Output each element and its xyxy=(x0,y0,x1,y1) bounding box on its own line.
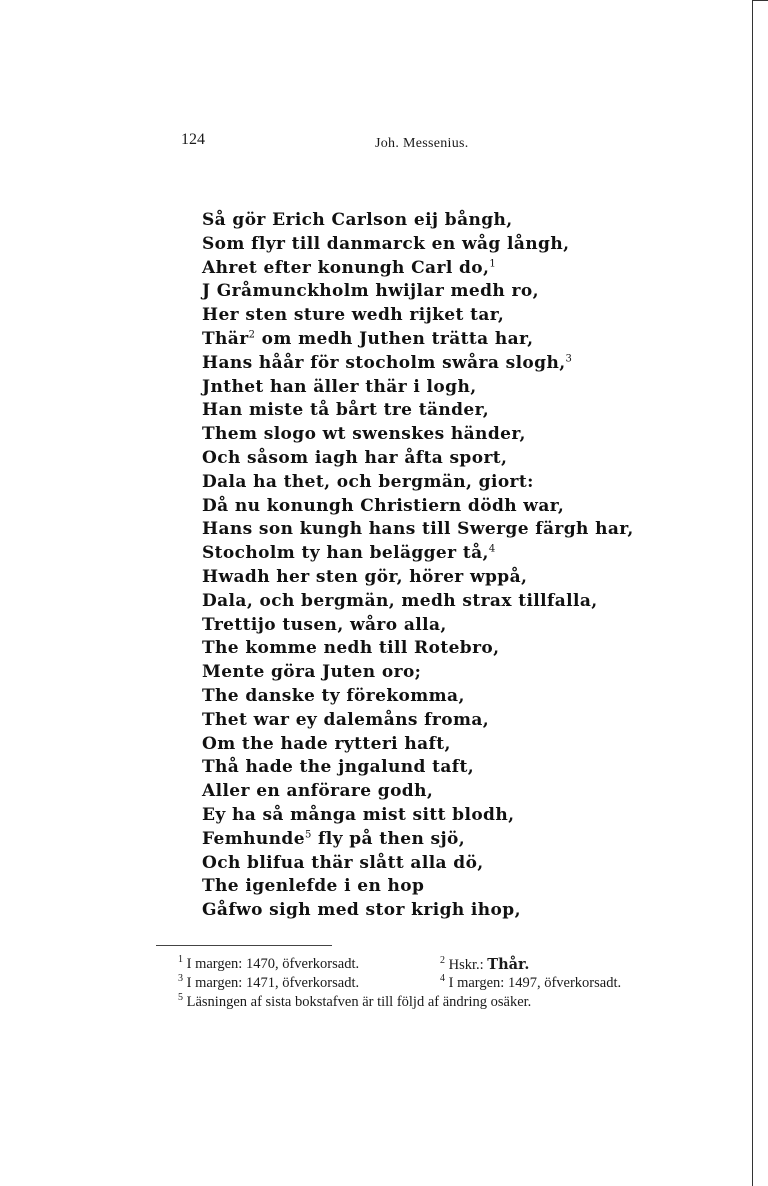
verse-line xyxy=(202,304,722,328)
verse-line xyxy=(202,875,722,899)
verse-text: Och blifua thär slått alla dö, xyxy=(202,852,484,873)
footnote-1 xyxy=(178,955,359,974)
verse-text: Som flyr till danmarck en wåg långh, xyxy=(202,233,570,254)
verse-note-mark: 5 xyxy=(304,829,312,841)
verse-text: Ahret efter konungh Carl do, xyxy=(202,257,490,278)
verse-line xyxy=(202,780,722,804)
footnote-rule xyxy=(156,945,332,946)
footnote-mark: 2 xyxy=(440,955,445,967)
verse-line xyxy=(202,233,722,257)
verse-text: The komme nedh till Rotebro, xyxy=(202,638,500,659)
verse-line xyxy=(202,447,722,471)
verse-line xyxy=(202,828,722,852)
footnote-text: Läsningen af sista bokstafven är till följd af ändring osäker. xyxy=(186,994,532,1010)
verse-text: Stocholm ty han belägger tå, xyxy=(202,543,489,564)
verse-text: Dala ha thet, och bergmän, giort: xyxy=(202,471,534,492)
verse-line xyxy=(202,518,722,542)
running-head: Joh. Messenius. xyxy=(375,136,469,151)
footnote-5 xyxy=(178,993,531,1012)
verse-text: Så gör Erich Carlson eij bångh, xyxy=(202,210,513,230)
footnote-row xyxy=(178,974,718,993)
verse-line xyxy=(202,280,722,304)
verse-line xyxy=(202,614,722,638)
footnote-text: I margen: 1497, öfverkorsadt. xyxy=(448,975,622,991)
verse-line xyxy=(202,495,722,519)
poem-body xyxy=(202,209,722,923)
verse-text: Thär xyxy=(202,328,249,349)
footnote-3 xyxy=(178,974,359,993)
verse-line xyxy=(202,709,722,733)
footnote-4 xyxy=(440,974,621,993)
verse-note-mark: 1 xyxy=(489,257,497,269)
footnote-2 xyxy=(440,955,529,975)
verse-line xyxy=(202,376,722,400)
verse-text: Om the hade rytteri haft, xyxy=(202,733,451,754)
verse-line xyxy=(202,590,722,614)
verse-text: Hans håår för stocholm swåra slogh, xyxy=(202,352,566,373)
verse-line xyxy=(202,566,722,590)
verse-line xyxy=(202,328,722,352)
page-number: 124 xyxy=(181,131,205,148)
verse-line xyxy=(202,423,722,447)
verse-text: Thet war ey dalemåns froma, xyxy=(202,709,490,730)
footnote-text: I margen: 1470, öfverkorsadt. xyxy=(186,956,360,972)
verse-line xyxy=(202,637,722,661)
verse-text: Thå hade the jngalund taft, xyxy=(202,757,475,778)
verse-text: The danske ty förekomma, xyxy=(202,685,465,706)
footnote-blackletter-word: Thår. xyxy=(487,956,530,973)
verse-line xyxy=(202,542,722,566)
footnote-row xyxy=(178,955,718,974)
footnotes xyxy=(178,955,718,1012)
verse-text: Och såsom iagh har åfta sport, xyxy=(202,447,508,468)
frame-edge-top xyxy=(752,0,768,1)
footnote-row xyxy=(178,993,718,1012)
verse-line xyxy=(202,352,722,376)
footnote-mark: 3 xyxy=(178,973,183,985)
footnote-text: I margen: 1471, öfverkorsadt. xyxy=(186,975,360,991)
verse-line xyxy=(202,399,722,423)
verse-note-mark: 4 xyxy=(488,543,496,555)
verse-line xyxy=(202,661,722,685)
verse-line xyxy=(202,899,722,923)
verse-text: Dala, och bergmän, medh strax tillfalla, xyxy=(202,590,598,611)
verse-note-mark: 3 xyxy=(565,353,573,365)
verse-line xyxy=(202,852,722,876)
verse-text: The igenlefde i en hop xyxy=(202,876,425,897)
verse-text: Them slogo wt swenskes händer, xyxy=(202,424,526,445)
verse-text: Han miste tå bårt tre tänder, xyxy=(202,400,490,421)
frame-edge-right xyxy=(752,0,753,1186)
verse-line xyxy=(202,804,722,828)
verse-note-mark: 2 xyxy=(248,329,256,341)
verse-line xyxy=(202,733,722,757)
footnote-mark: 1 xyxy=(178,954,183,966)
verse-line xyxy=(202,209,722,233)
verse-text-tail: om medh Juthen trätta har, xyxy=(255,328,534,349)
verse-text: Trettijo tusen, wåro alla, xyxy=(202,614,447,635)
verse-text: J Gråmunckholm hwijlar medh ro, xyxy=(202,281,539,302)
verse-text: Femhunde xyxy=(202,828,305,849)
verse-text: Gåfwo sigh med stor krigh ihop, xyxy=(202,900,521,921)
footnote-mark: 5 xyxy=(178,992,183,1004)
footnote-mark: 4 xyxy=(440,973,445,985)
verse-text: Hwadh her sten gör, hörer wppå, xyxy=(202,566,528,587)
footnote-text: Hskr.: xyxy=(448,957,488,973)
verse-text: Aller en anförare godh, xyxy=(202,781,434,802)
verse-line xyxy=(202,257,722,281)
verse-text: Her sten sture wedh rijket tar, xyxy=(202,305,505,326)
verse-line xyxy=(202,685,722,709)
verse-text-tail: fly på then sjö, xyxy=(311,828,466,849)
verse-text: Ey ha så många mist sitt blodh, xyxy=(202,804,515,825)
verse-text: Jnthet han äller thär i logh, xyxy=(202,376,477,397)
verse-line xyxy=(202,471,722,495)
verse-text: Mente göra Juten oro; xyxy=(202,662,422,683)
verse-line xyxy=(202,756,722,780)
verse-text: Hans son kungh hans till Swerge färgh har, xyxy=(202,519,634,540)
verse-text: Då nu konungh Christiern dödh war, xyxy=(202,495,565,516)
